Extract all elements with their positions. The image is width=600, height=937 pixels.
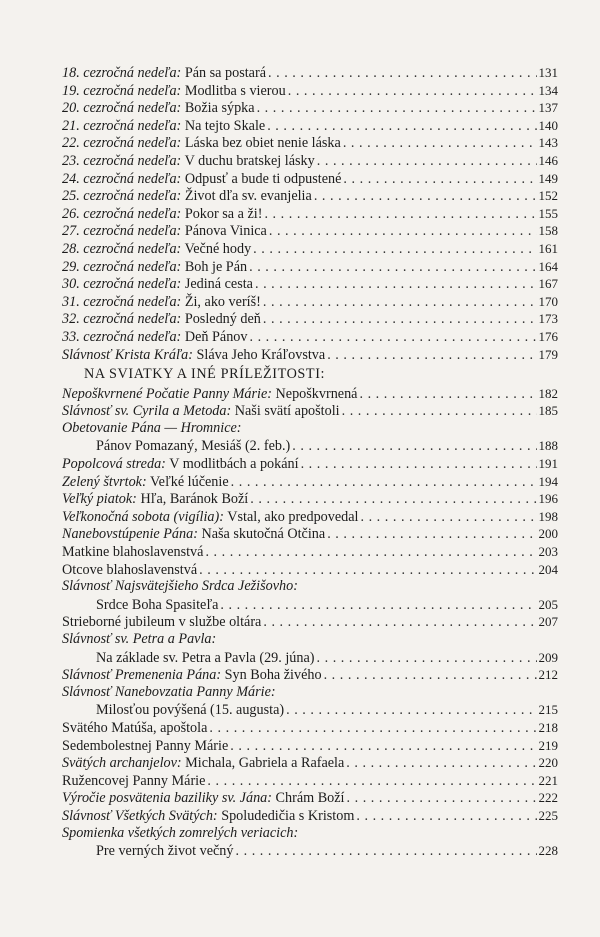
dot-leader [263, 614, 536, 632]
entry-title: Milosťou povýšená (15. augusta) [96, 702, 285, 719]
page-number: 219 [538, 737, 558, 753]
page-number: 164 [538, 258, 558, 274]
dot-leader [267, 118, 536, 136]
entry-label [96, 650, 315, 668]
page-number: 179 [538, 346, 558, 362]
entry-label [62, 456, 299, 474]
toc-entry [62, 240, 558, 258]
dot-leader [317, 153, 537, 171]
toc-entry [62, 754, 558, 772]
dot-leader [269, 223, 537, 241]
entry-label [62, 347, 325, 365]
toc-entry [62, 385, 558, 403]
entry-title: Syn Boha živého [224, 667, 322, 684]
entry-occasion: Nepoškvrnené Počatie Panny Márie: [62, 385, 272, 402]
entry-title: Vstal, ako predpovedal [227, 508, 359, 525]
page-number: 176 [538, 328, 558, 344]
dot-leader [347, 790, 537, 808]
toc-entry [62, 402, 558, 420]
entry-label [62, 578, 298, 596]
entry-label [62, 118, 265, 136]
dot-leader [301, 456, 537, 474]
page-number: 212 [538, 667, 558, 683]
entry-occasion: 33. cezročná nedeľa: [62, 328, 182, 345]
dot-leader [360, 509, 536, 527]
toc-entry [62, 205, 558, 223]
entry-occasion: 26. cezročná nedeľa: [62, 205, 182, 222]
page-number: 207 [538, 614, 558, 630]
page-number: 196 [538, 491, 558, 507]
page-number: 155 [538, 205, 558, 221]
dot-leader [209, 720, 536, 738]
page-number: 221 [538, 772, 558, 788]
toc-entry [62, 82, 558, 100]
dot-leader [346, 755, 536, 773]
toc-entry [62, 772, 558, 790]
entry-title: Boh je Pán [184, 258, 248, 275]
entry-title: Božia sýpka [184, 100, 255, 117]
entry-label [62, 83, 286, 101]
entry-label [62, 153, 315, 171]
entry-title: Pre verných život večný [96, 843, 234, 860]
toc-entry [62, 328, 558, 346]
entry-occasion: Veľkonočná sobota (vigília): [62, 508, 224, 525]
entry-occasion: Slávnosť sv. Cyrila a Metoda: [62, 403, 232, 420]
entry-occasion: Výročie posvätenia baziliky sv. Jána: [62, 790, 272, 807]
toc-entry [62, 684, 558, 702]
entry-title: Strieborné jubileum v službe oltára [62, 614, 262, 631]
toc-entry [62, 737, 558, 755]
entry-occasion: Svätých archanjelov: [62, 755, 182, 772]
page-number: 209 [538, 649, 558, 665]
entry-title: Srdce Boha Spasiteľa [96, 596, 219, 613]
entry-label [62, 614, 261, 632]
entry-title: Veľké lúčenie [150, 473, 229, 490]
dot-leader [249, 329, 536, 347]
entry-occasion: Nanebovstúpenie Pána: [62, 526, 198, 543]
entry-title: Modlitba s vierou [184, 82, 286, 99]
page-number: 215 [538, 702, 558, 718]
entry-occasion: 28. cezročná nedeľa: [62, 240, 182, 257]
dot-leader [236, 843, 537, 861]
dot-leader [327, 526, 536, 544]
dot-leader [327, 347, 536, 365]
page-number: 220 [538, 755, 558, 771]
entry-label [62, 420, 242, 438]
entry-title: Pánov Pomazaný, Mesiáš (2. feb.) [96, 438, 291, 455]
toc-entry [62, 561, 558, 579]
dot-leader [205, 544, 536, 562]
entry-label [62, 171, 341, 189]
entry-occasion: 23. cezročná nedeľa: [62, 152, 182, 169]
toc-entry [62, 346, 558, 364]
toc-entry [62, 825, 558, 843]
entry-title: Spoludedičia s Kristom [221, 807, 355, 824]
dot-leader [324, 667, 537, 685]
toc-entry [62, 508, 558, 526]
dot-leader [317, 650, 537, 668]
entry-label [62, 188, 312, 206]
page-number: 218 [538, 719, 558, 735]
page-number: 204 [538, 561, 558, 577]
page-number: 137 [538, 100, 558, 116]
page-number: 191 [538, 456, 558, 472]
toc-entry [62, 525, 558, 543]
entry-title: Michala, Gabriela a Rafaela [185, 755, 345, 772]
entry-label [62, 206, 262, 224]
entry-label [62, 241, 251, 259]
entry-label [96, 597, 218, 615]
toc-entry [62, 64, 558, 82]
entry-label [62, 720, 207, 738]
toc-entry [62, 789, 558, 807]
page-number: 146 [538, 152, 558, 168]
dot-leader [250, 491, 536, 509]
dot-leader [292, 438, 536, 456]
dot-leader [288, 83, 537, 101]
dot-leader [286, 702, 536, 720]
dot-leader [343, 135, 537, 153]
dot-leader [257, 100, 537, 118]
entry-label [62, 738, 228, 756]
entry-occasion: Slávnosť Najsvätejšieho Srdca Ježišovho: [62, 578, 298, 595]
entry-title: Na základe sv. Petra a Pavla (29. júna) [96, 649, 315, 666]
toc-entry [62, 293, 558, 311]
entry-occasion: 24. cezročná nedeľa: [62, 170, 182, 187]
entry-occasion: Zelený štvrtok: [62, 473, 147, 490]
entry-label [62, 311, 261, 329]
entry-label [96, 843, 234, 861]
table-of-contents [62, 64, 558, 860]
entry-title: V duchu bratskej lásky [184, 152, 315, 169]
entry-title: Hľa, Baránok Boží [140, 491, 249, 508]
entry-label [62, 808, 354, 826]
dot-leader [263, 311, 537, 329]
entry-title: Chrám Boží [275, 790, 345, 807]
entry-title: Sláva Jeho Kráľovstva [196, 346, 326, 363]
entry-occasion: Slávnosť Všetkých Svätých: [62, 807, 218, 824]
entry-label [62, 223, 267, 241]
toc-entry [62, 437, 558, 455]
dot-leader [314, 188, 537, 206]
entry-occasion: Obetovanie Pána — Hromnice: [62, 419, 242, 436]
entry-occasion: 27. cezročná nedeľa: [62, 223, 182, 240]
entry-title: Láska bez obiet nenie láska [184, 135, 341, 152]
entry-label [62, 755, 344, 773]
entry-label [62, 135, 341, 153]
entry-title: Deň Pánov [184, 328, 248, 345]
toc-entry [62, 187, 558, 205]
entry-occasion: 22. cezročná nedeľa: [62, 135, 182, 152]
entry-title: Posledný deň [184, 311, 261, 328]
toc-entry [62, 490, 558, 508]
toc-entry [62, 222, 558, 240]
toc-entry [62, 258, 558, 276]
entry-occasion: Spomienka všetkých zomrelých veriacich: [62, 824, 299, 841]
entry-label [62, 773, 205, 791]
toc-entry [62, 170, 558, 188]
entry-title: Odpusť a bude ti odpustené [184, 170, 342, 187]
entry-label [96, 702, 284, 720]
page-number: 200 [538, 526, 558, 542]
page-number: 140 [538, 117, 558, 133]
entry-title: Otcove blahoslavenstvá [62, 561, 198, 578]
dot-leader [249, 259, 536, 277]
entry-label [62, 562, 197, 580]
page-number: 158 [538, 223, 558, 239]
page-number: 170 [538, 293, 558, 309]
entry-occasion: 25. cezročná nedeľa: [62, 188, 182, 205]
entry-title: Život dľa sv. evanjelia [184, 188, 312, 205]
entry-title: Naši svätí apoštoli [234, 403, 340, 420]
entry-label [62, 667, 322, 685]
feast-entries [62, 385, 558, 860]
entry-occasion: 30. cezročná nedeľa: [62, 276, 182, 293]
toc-entry [62, 134, 558, 152]
dot-leader [343, 171, 536, 189]
page-number: 198 [538, 508, 558, 524]
toc-entry [62, 578, 558, 596]
dot-leader [264, 206, 536, 224]
entry-title: Pokor sa a ži! [184, 205, 263, 222]
dot-leader [230, 738, 536, 756]
dot-leader [356, 808, 536, 826]
page-number: 143 [538, 135, 558, 151]
toc-entry [62, 117, 558, 135]
dot-leader [207, 773, 536, 791]
entry-title: Nepoškvrnená [275, 385, 358, 402]
entry-title: Na tejto Skale [184, 117, 266, 134]
entry-occasion: 32. cezročná nedeľa: [62, 311, 182, 328]
toc-entry [62, 420, 558, 438]
entry-occasion: 19. cezročná nedeľa: [62, 82, 182, 99]
entry-occasion: 20. cezročná nedeľa: [62, 100, 182, 117]
toc-entry [62, 701, 558, 719]
entry-occasion: 21. cezročná nedeľa: [62, 117, 182, 134]
toc-entry [62, 99, 558, 117]
entry-label [96, 438, 290, 456]
toc-entry [62, 596, 558, 614]
dot-leader [220, 597, 536, 615]
page-number: 188 [538, 438, 558, 454]
page-number: 167 [538, 276, 558, 292]
toc-entry [62, 613, 558, 631]
toc-entry [62, 649, 558, 667]
section-heading: NA SVIATKY A INÉ PRÍLEŽITOSTI: [84, 366, 326, 383]
toc-entry [62, 719, 558, 737]
entry-occasion: 31. cezročná nedeľa: [62, 293, 182, 310]
dot-leader [255, 276, 537, 294]
entry-title: Pán sa postará [184, 65, 266, 81]
entry-label [62, 100, 255, 118]
toc-entry [62, 275, 558, 293]
entry-label [62, 631, 216, 649]
sunday-entries [62, 64, 558, 363]
toc-entry [62, 152, 558, 170]
entry-label [62, 65, 266, 83]
toc-entry [62, 543, 558, 561]
page-number: 225 [538, 807, 558, 823]
page-number: 194 [538, 473, 558, 489]
page-number: 131 [538, 65, 558, 80]
entry-occasion: Popolcová streda: [62, 456, 166, 473]
entry-label [62, 509, 358, 527]
page-number: 185 [538, 403, 558, 419]
entry-title: V modlitbách a pokání [169, 456, 299, 473]
entry-label [62, 403, 340, 421]
dot-leader [268, 65, 537, 83]
toc-entry [62, 455, 558, 473]
entry-occasion: Slávnosť Krista Kráľa: [62, 346, 193, 363]
dot-leader [253, 241, 536, 259]
entry-label [62, 684, 276, 702]
page-number: 205 [538, 596, 558, 612]
dot-leader [359, 386, 536, 404]
entry-title: Pánova Vinica [184, 223, 267, 240]
page-number: 152 [538, 188, 558, 204]
toc-entry [62, 842, 558, 860]
entry-label [62, 825, 298, 843]
toc-entry [62, 310, 558, 328]
entry-label [62, 790, 345, 808]
page-number: 203 [538, 544, 558, 560]
entry-label [62, 474, 229, 492]
entry-occasion: Slávnosť Premenenia Pána: [62, 667, 222, 684]
dot-leader [231, 474, 537, 492]
dot-leader [263, 294, 537, 312]
entry-title: Ružencovej Panny Márie [62, 772, 206, 789]
entry-occasion: Slávnosť sv. Petra a Pavla: [62, 631, 217, 647]
entry-label [62, 526, 325, 544]
toc-entry [62, 631, 558, 649]
entry-title: Ži, ako veríš! [184, 293, 261, 310]
entry-title: Sedembolestnej Panny Márie [62, 737, 229, 754]
entry-occasion: Slávnosť Nanebovzatia Panny Márie: [62, 683, 276, 700]
entry-label [62, 259, 247, 277]
entry-occasion: 29. cezročná nedeľa: [62, 258, 182, 275]
entry-title: Naša skutočná Otčina [201, 526, 326, 543]
entry-label [62, 544, 203, 562]
page-number: 228 [538, 843, 558, 859]
page-number: 149 [538, 170, 558, 186]
page-number: 134 [538, 82, 558, 98]
toc-entry [62, 666, 558, 684]
page-number: 173 [538, 311, 558, 327]
entry-label [62, 329, 247, 347]
page-number: 222 [538, 790, 558, 806]
entry-title: Večné hody [184, 240, 252, 257]
entry-label [62, 294, 261, 312]
page-number: 161 [538, 240, 558, 256]
entry-occasion: 18. cezročná nedeľa: [62, 65, 182, 81]
entry-title: Matkine blahoslavenstvá [62, 544, 204, 561]
entry-title: Svätého Matúša, apoštola [62, 719, 208, 736]
entry-occasion: Veľký piatok: [62, 491, 137, 508]
entry-label [62, 386, 357, 404]
toc-entry [62, 473, 558, 491]
dot-leader [199, 562, 536, 580]
toc-entry [62, 807, 558, 825]
entry-label [62, 491, 248, 509]
entry-title: Jediná cesta [184, 276, 253, 293]
entry-label [62, 276, 253, 294]
dot-leader [342, 403, 537, 421]
page-number: 182 [538, 385, 558, 401]
